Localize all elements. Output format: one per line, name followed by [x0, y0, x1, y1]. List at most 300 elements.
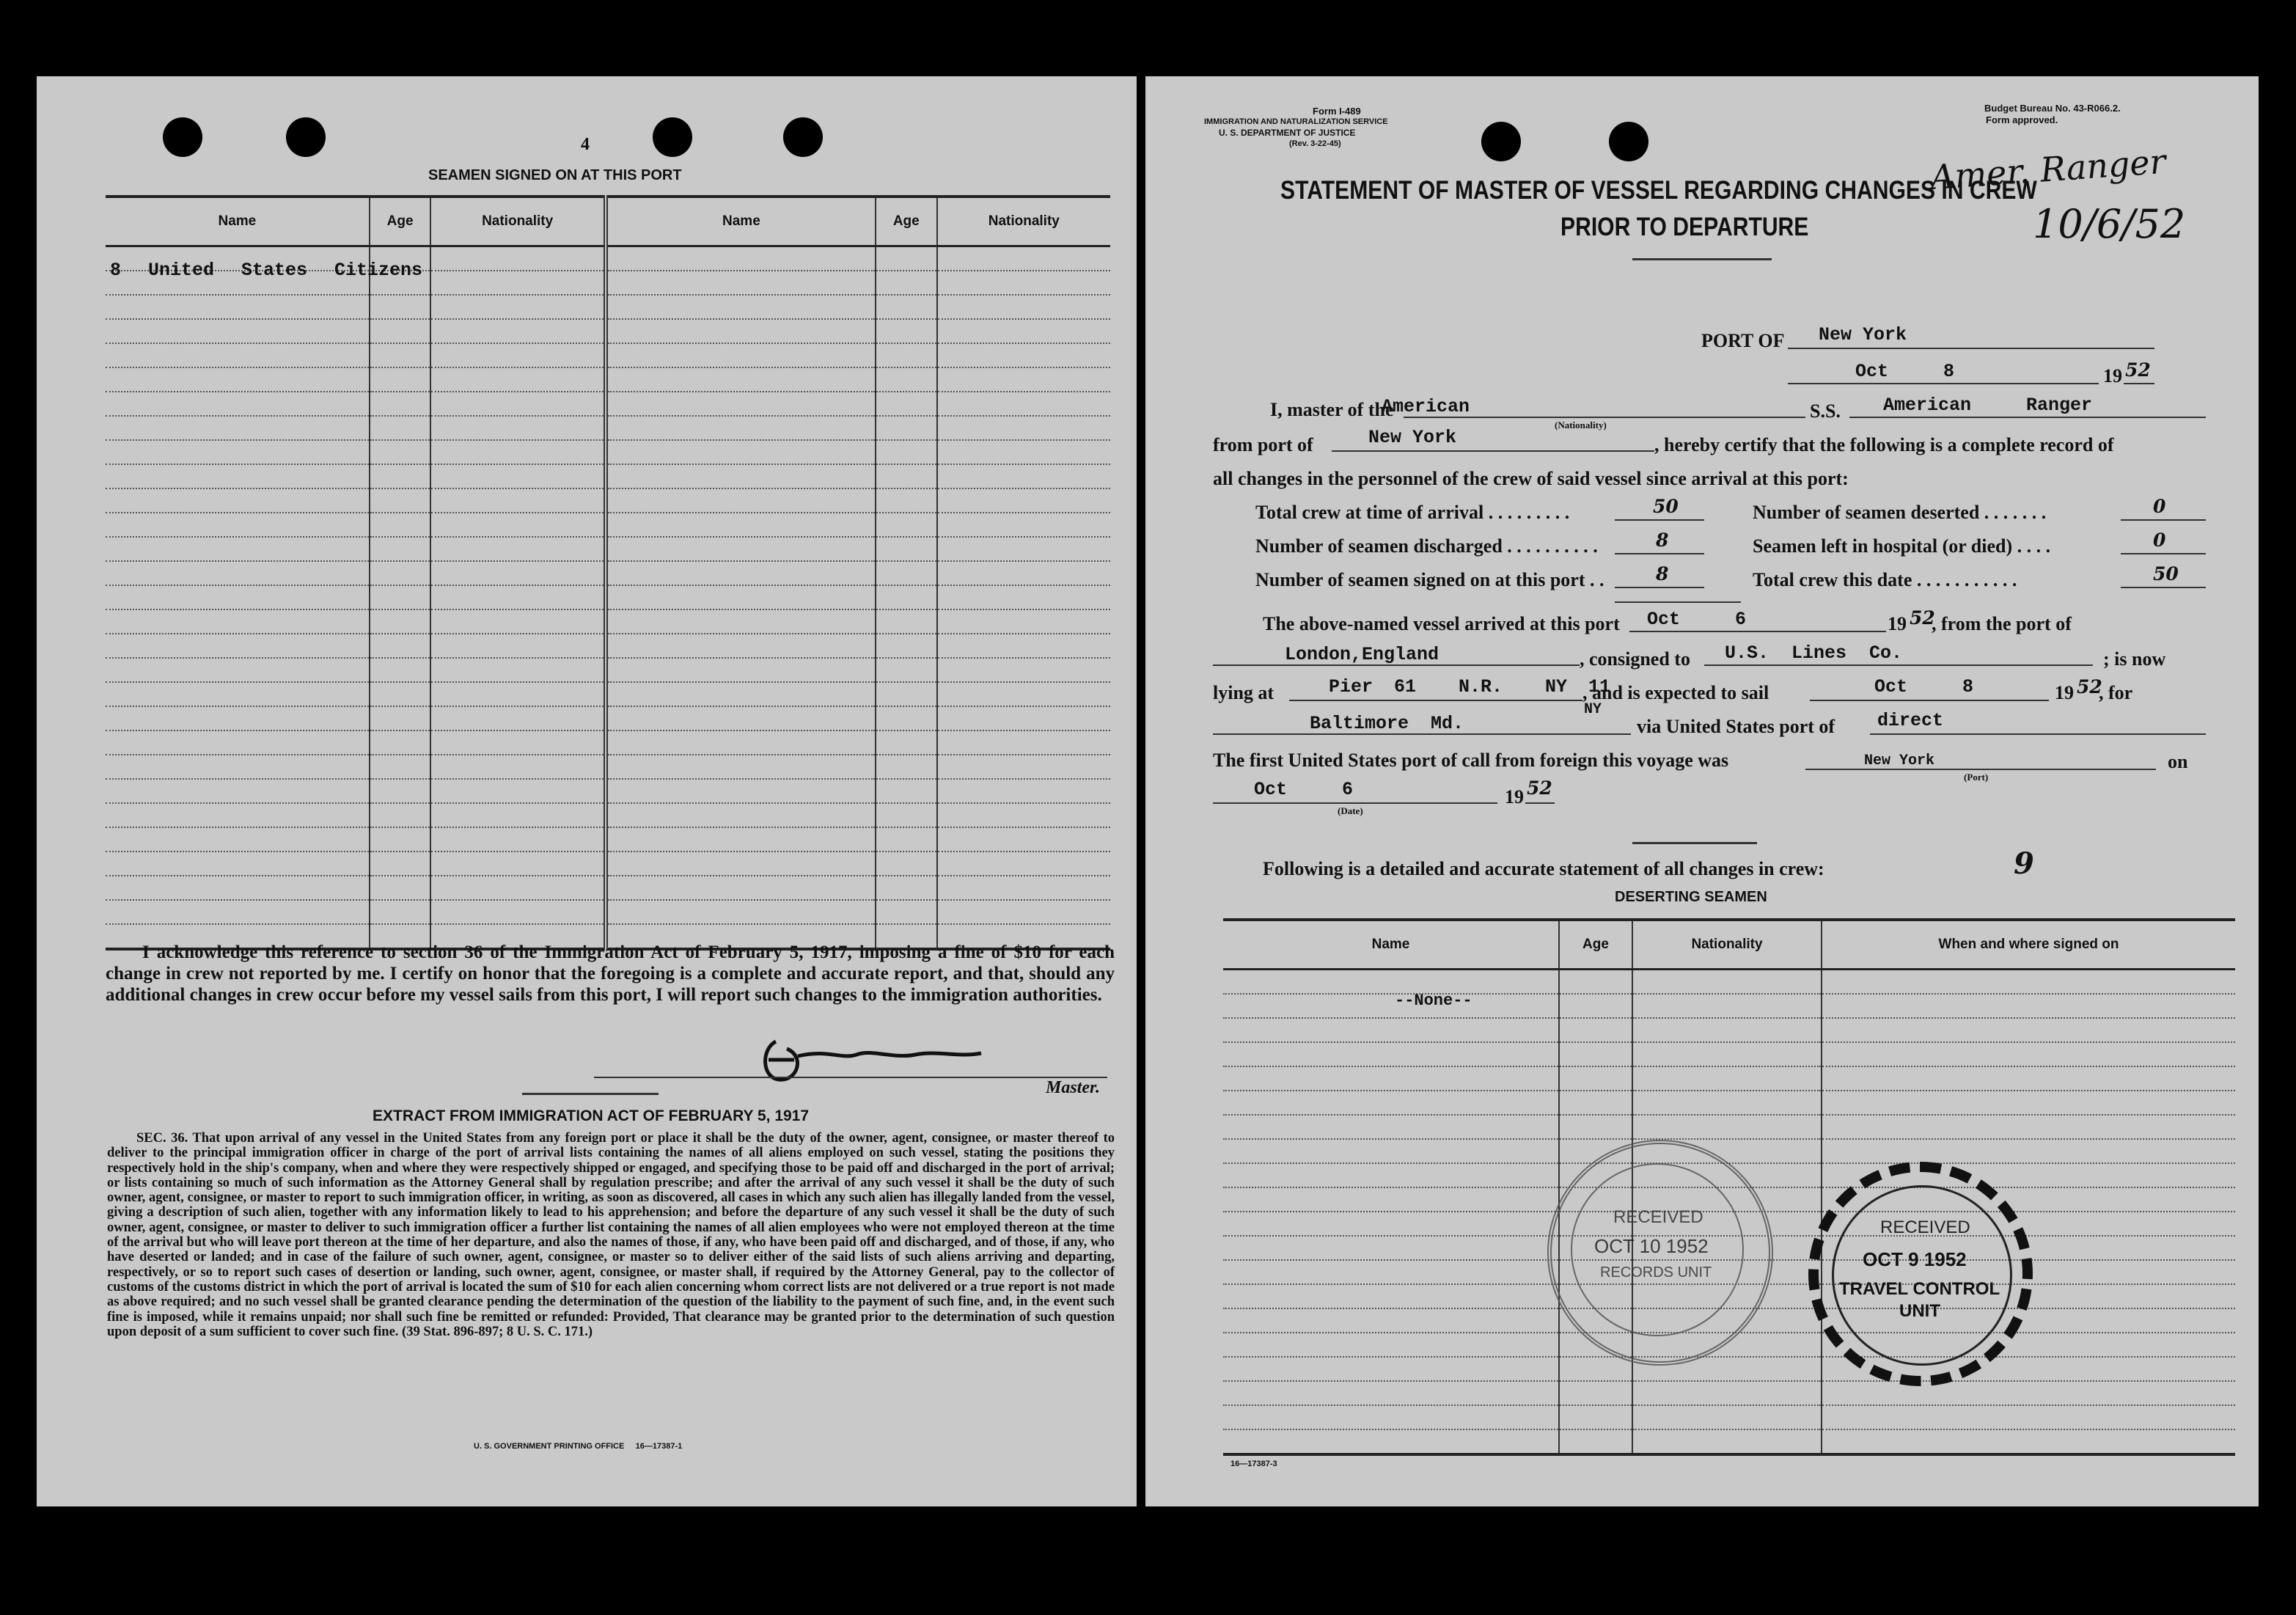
table-cell [876, 440, 937, 464]
table-cell [370, 343, 431, 367]
first-date: Oct 6 [1254, 779, 1354, 800]
table-row [1223, 1139, 2235, 1163]
table-cell [876, 488, 937, 513]
table-cell [1559, 1066, 1632, 1091]
stat-value: 0 [2153, 496, 2166, 517]
punch-hole [163, 117, 202, 157]
table-cell [370, 706, 431, 730]
table-cell [430, 803, 605, 827]
table-cell [1822, 1429, 2235, 1454]
agency-line-2: U. S. DEPARTMENT OF JUSTICE [1219, 128, 1356, 138]
table-cell [937, 295, 1110, 319]
table-cell [876, 246, 937, 271]
table-row [106, 585, 1110, 609]
table-cell [1632, 1066, 1822, 1091]
sail-date: Oct 8 [1874, 676, 1974, 697]
table-row [106, 730, 1110, 755]
punch-hole [1609, 122, 1648, 161]
table-cell [1632, 1429, 1822, 1454]
table-cell [937, 900, 1110, 924]
table-row [106, 706, 1110, 730]
table-cell [937, 513, 1110, 537]
table-row [106, 561, 1110, 585]
table-cell [106, 803, 370, 827]
table-row [106, 513, 1110, 537]
arrived-year-prefix: 19 [1888, 613, 1907, 634]
table-cell [937, 730, 1110, 755]
table-cell [876, 827, 937, 852]
table-cell [876, 271, 937, 295]
table-cell [1223, 1308, 1559, 1333]
stat-label: Number of seamen discharged . . . . . . . . . . [1255, 535, 1598, 557]
table-cell [370, 440, 431, 464]
table-cell [1223, 1333, 1559, 1357]
table-cell [430, 440, 605, 464]
table-cell [937, 367, 1110, 392]
table-cell [1223, 1212, 1559, 1236]
arrived-date: Oct 6 [1647, 609, 1747, 630]
table-cell [937, 416, 1110, 440]
table-row [106, 295, 1110, 319]
section-title: SEAMEN SIGNED ON AT THIS PORT [428, 167, 682, 183]
table-cell [937, 609, 1110, 634]
punch-hole [653, 117, 692, 157]
table-cell [1632, 1381, 1822, 1405]
printer-imprint: U. S. GOVERNMENT PRINTING OFFICE 16—17387-1 [474, 1442, 683, 1451]
for-label: , for [2099, 682, 2133, 703]
table-cell [606, 246, 876, 271]
table-cell [606, 537, 876, 561]
table-cell [1632, 1405, 1822, 1429]
table-cell [1822, 1381, 2235, 1405]
stamp-line: UNIT [1899, 1301, 1940, 1321]
table-cell [106, 755, 370, 779]
table-cell [370, 779, 431, 803]
table-cell [937, 319, 1110, 343]
table-cell [370, 513, 431, 537]
form-approved: Form approved. [1986, 114, 2058, 125]
table-cell [1632, 1018, 1822, 1042]
first-year: 52 [1527, 777, 1552, 799]
table-row [106, 343, 1110, 367]
table-cell [106, 658, 370, 682]
table-cell [937, 440, 1110, 464]
destination-value: Baltimore Md. [1310, 713, 1464, 734]
table-cell [876, 537, 937, 561]
table-cell [106, 561, 370, 585]
table-cell [606, 295, 876, 319]
table-cell [430, 755, 605, 779]
table-cell [876, 634, 937, 658]
table-cell [1559, 1042, 1632, 1066]
table-cell [937, 488, 1110, 513]
table-row [106, 367, 1110, 392]
table-cell [876, 682, 937, 706]
table-cell [370, 609, 431, 634]
table-cell [606, 755, 876, 779]
table-cell [1822, 1139, 2235, 1163]
table-cell [430, 392, 605, 416]
table-cell [430, 271, 605, 295]
deserting-entry: --None-- [1395, 992, 1472, 1010]
table-row [106, 392, 1110, 416]
table-cell [606, 609, 876, 634]
revision-date: (Rev. 3-22-45) [1289, 139, 1341, 148]
table-cell [1559, 1405, 1632, 1429]
table-cell [876, 319, 937, 343]
certify-text-2: all changes in the personnel of the crew of said vessel since arrival at this port: [1213, 468, 1849, 489]
table-cell [937, 755, 1110, 779]
table-cell [1822, 1018, 2235, 1042]
punch-hole [783, 117, 823, 157]
column-header: Name [106, 197, 370, 246]
table-cell [937, 779, 1110, 803]
stat-value: 8 [1656, 563, 1669, 585]
first-port-label: The first United States port of call from foreign this voyage was [1213, 750, 1729, 771]
arrived-year: 52 [1910, 607, 1935, 629]
table-cell [370, 803, 431, 827]
table-row [106, 803, 1110, 827]
table-cell [1822, 1115, 2235, 1139]
date-caption: (Date) [1338, 805, 1363, 816]
stat-label: Number of seamen signed on at this port . . [1255, 569, 1604, 590]
table-cell [430, 585, 605, 609]
stat-value: 0 [2153, 530, 2166, 551]
table-row [106, 416, 1110, 440]
table-row [106, 537, 1110, 561]
table-cell [937, 537, 1110, 561]
table-cell [106, 900, 370, 924]
travel-control-stamp [1808, 1162, 2033, 1386]
via-label: via United States port of [1637, 716, 1835, 737]
table-row [1223, 1042, 2235, 1066]
left-page [37, 76, 1137, 1506]
column-header: Name [606, 197, 876, 246]
table-cell [876, 609, 937, 634]
table-cell [606, 779, 876, 803]
table-cell [937, 392, 1110, 416]
table-cell [606, 319, 876, 343]
table-cell [370, 416, 431, 440]
table-cell [370, 876, 431, 900]
table-cell [1559, 1429, 1632, 1454]
table-cell [430, 537, 605, 561]
table-cell [370, 392, 431, 416]
table-cell [937, 634, 1110, 658]
from-the-port-label: , from the port of [1932, 613, 2072, 634]
table-cell [370, 537, 431, 561]
table-cell [430, 561, 605, 585]
stamp-line: OCT 9 1952 [1863, 1248, 1967, 1270]
table-cell [606, 900, 876, 924]
table-row [106, 755, 1110, 779]
right-page [1145, 76, 2259, 1506]
first-port-value: New York [1864, 752, 1935, 769]
table-cell [937, 803, 1110, 827]
table-cell [1822, 1091, 2235, 1115]
table-cell [876, 392, 937, 416]
table-cell [937, 658, 1110, 682]
table-row [106, 658, 1110, 682]
table-cell [1223, 1381, 1559, 1405]
table-cell [1559, 970, 1632, 995]
stat-value: 8 [1656, 530, 1669, 551]
origin-port-value: London,England [1285, 644, 1439, 665]
stamp-line: OCT 10 1952 [1594, 1235, 1709, 1257]
table-cell [606, 367, 876, 392]
table-cell [1559, 1018, 1632, 1042]
table-cell [606, 561, 876, 585]
table-row [1223, 1115, 2235, 1139]
acknowledgment-text: I acknowledge this reference to section 36 of the Immigration Act of February 5, 1917, imposing a fine of $10 for each change in crew not reported by me. I certify on honor that the foregoing is a complete and accurate report, and that, should any additional changes in crew occur before my vessel sails from this port, I will report such changes to the immigration authorities. [106, 942, 1115, 1005]
table-cell [370, 464, 431, 488]
arrived-label: The above-named vessel arrived at this port [1263, 613, 1620, 634]
column-header: When and where signed on [1822, 920, 2235, 970]
table-cell [430, 682, 605, 706]
expected-to-sail-label: , and is expected to sail [1582, 682, 1769, 703]
table-cell [937, 827, 1110, 852]
table-cell [430, 513, 605, 537]
table-row [106, 682, 1110, 706]
table-cell [606, 682, 876, 706]
table-row [106, 609, 1110, 634]
table-cell [106, 392, 370, 416]
table-cell [606, 488, 876, 513]
table-cell [876, 464, 937, 488]
form-title-line-2: PRIOR TO DEPARTURE [1560, 213, 1809, 241]
table-cell [430, 852, 605, 876]
table-cell [606, 392, 876, 416]
table-cell [606, 343, 876, 367]
table-cell [106, 585, 370, 609]
deserting-seamen-title: DESERTING SEAMEN [1615, 889, 1767, 905]
table-row [1223, 1091, 2235, 1115]
table-row [106, 634, 1110, 658]
table-row [1223, 970, 2235, 995]
vessel-name-value: American Ranger [1883, 395, 2093, 416]
extract-title: EXTRACT FROM IMMIGRATION ACT OF FEBRUARY 5, 1917 [373, 1107, 810, 1124]
column-header: Nationality [1632, 920, 1822, 970]
handwritten-date-note: 10/6/52 [2033, 201, 2186, 247]
changes-label: Following is a detailed and accurate statement of all changes in crew: [1263, 858, 1824, 879]
table-cell [937, 464, 1110, 488]
printer-imprint: 16—17387-3 [1230, 1460, 1277, 1468]
table-cell [1223, 1429, 1559, 1454]
stat-label: Seamen left in hospital (or died) . . . . [1753, 535, 2051, 557]
table-cell [606, 803, 876, 827]
stamp-line: RECEIVED [1613, 1207, 1703, 1227]
table-cell [430, 706, 605, 730]
table-cell [106, 852, 370, 876]
table-cell [606, 464, 876, 488]
table-cell [106, 295, 370, 319]
changes-value: 9 [2014, 846, 2034, 881]
table-cell [106, 513, 370, 537]
table-cell [876, 343, 937, 367]
table-cell [430, 367, 605, 392]
ss-label: S.S. [1810, 400, 1841, 422]
table-row [106, 488, 1110, 513]
table-cell [937, 343, 1110, 367]
stat-label: Number of seamen deserted . . . . . . . [1753, 502, 2047, 523]
table-cell [1223, 1042, 1559, 1066]
table-cell [430, 488, 605, 513]
table-cell [876, 513, 937, 537]
table-cell [430, 876, 605, 900]
table-cell [1632, 970, 1822, 995]
table-row [106, 779, 1110, 803]
column-header: Nationality [937, 197, 1110, 246]
table-cell [106, 682, 370, 706]
table-row [1223, 1066, 2235, 1091]
table-cell [430, 609, 605, 634]
table-cell [370, 295, 431, 319]
year-prefix: 19 [2103, 365, 2122, 387]
table-cell [430, 730, 605, 755]
records-unit-stamp [1547, 1140, 1773, 1366]
table-cell [1223, 1357, 1559, 1381]
table-cell [1223, 1091, 1559, 1115]
table-cell [106, 464, 370, 488]
table-cell [430, 416, 605, 440]
table-cell [1822, 1066, 2235, 1091]
table-cell [876, 706, 937, 730]
stat-value: 50 [2153, 563, 2179, 585]
table-cell [1223, 1405, 1559, 1429]
table-cell [606, 706, 876, 730]
table-cell [430, 464, 605, 488]
budget-bureau-no: Budget Bureau No. 43-R066.2. [1984, 103, 2121, 114]
table-cell [1223, 1284, 1559, 1308]
table-cell [606, 730, 876, 755]
date-value: Oct 8 [1855, 361, 1955, 382]
table-cell [106, 319, 370, 343]
table-cell [1223, 1236, 1559, 1260]
table-row [106, 827, 1110, 852]
consigned-label: , consigned to [1580, 648, 1690, 670]
stamp-line: RECEIVED [1880, 1217, 1970, 1237]
table-cell [1223, 1139, 1559, 1163]
table-cell [370, 682, 431, 706]
table-cell [876, 852, 937, 876]
year-value: 52 [2125, 359, 2151, 381]
table-cell [1822, 994, 2235, 1018]
table-cell [876, 779, 937, 803]
table-cell [370, 488, 431, 513]
port-of-value: New York [1819, 324, 1907, 345]
table-row [106, 876, 1110, 900]
table-cell [1559, 1381, 1632, 1405]
stamp-line: TRAVEL CONTROL [1839, 1279, 2000, 1299]
table-cell [430, 827, 605, 852]
table-cell [106, 827, 370, 852]
table-body [106, 246, 1110, 950]
table-cell [876, 876, 937, 900]
seamen-entry: 8 United States Citizens [110, 260, 423, 281]
table-cell [370, 852, 431, 876]
table-cell [1822, 1405, 2235, 1429]
table-cell [876, 367, 937, 392]
table-cell [106, 537, 370, 561]
table-cell [370, 730, 431, 755]
from-port-label: from port of [1213, 434, 1313, 455]
table-cell [106, 488, 370, 513]
table-cell [430, 658, 605, 682]
table-row [106, 319, 1110, 343]
stat-value: 50 [1653, 496, 1679, 517]
table-cell [937, 246, 1110, 271]
table-cell [430, 900, 605, 924]
table-cell [1223, 994, 1559, 1018]
table-cell [370, 900, 431, 924]
table-cell [1223, 1260, 1559, 1284]
table-cell [370, 585, 431, 609]
table-cell [937, 706, 1110, 730]
table-cell [1632, 1042, 1822, 1066]
table-cell [106, 343, 370, 367]
port-of-label: PORT OF [1701, 330, 1785, 351]
table-row [1223, 1357, 2235, 1381]
table-cell [106, 706, 370, 730]
certify-text: , hereby certify that the following is a complete record of [1654, 434, 2114, 455]
ny-note: NY [1584, 701, 1602, 718]
table-cell [370, 367, 431, 392]
stat-label: Total crew this date . . . . . . . . . . . [1753, 569, 2017, 590]
table-cell [370, 658, 431, 682]
table-row [1223, 1381, 2235, 1405]
master-of-label: I, master of the [1270, 399, 1394, 420]
table-cell [1223, 1066, 1559, 1091]
table-cell [1223, 1018, 1559, 1042]
punch-hole [1481, 122, 1521, 161]
table-cell [606, 416, 876, 440]
stat-label: Total crew at time of arrival . . . . . . . . . [1255, 502, 1570, 523]
punch-hole [286, 117, 326, 157]
table-cell [370, 634, 431, 658]
table-cell [106, 779, 370, 803]
table-cell [606, 634, 876, 658]
table-cell [1632, 1091, 1822, 1115]
table-cell [1632, 1115, 1822, 1139]
table-cell [106, 634, 370, 658]
nationality-caption: (Nationality) [1555, 420, 1607, 431]
lying-at-value: Pier 61 N.R. NY 11 [1329, 676, 1611, 697]
column-header: Age [1559, 920, 1632, 970]
seamen-signed-on-table [106, 195, 1110, 951]
table-cell [876, 803, 937, 827]
table-row [1223, 1405, 2235, 1429]
table-cell [1822, 970, 2235, 995]
table-cell [106, 416, 370, 440]
first-year-prefix: 19 [1505, 786, 1524, 808]
table-cell [106, 440, 370, 464]
table-cell [606, 585, 876, 609]
table-cell [937, 682, 1110, 706]
table-cell [1223, 1187, 1559, 1212]
table-row [106, 900, 1110, 924]
agency-line-1: IMMIGRATION AND NATURALIZATION SERVICE [1204, 117, 1388, 126]
table-cell [937, 271, 1110, 295]
table-cell [370, 827, 431, 852]
table-cell [606, 658, 876, 682]
page-number: 4 [581, 135, 590, 154]
consignee-value: U.S. Lines Co. [1725, 642, 1903, 664]
table-cell [1632, 994, 1822, 1018]
table-cell [606, 852, 876, 876]
port-caption: (Port) [1964, 772, 1989, 783]
table-cell [106, 367, 370, 392]
table-cell [876, 585, 937, 609]
